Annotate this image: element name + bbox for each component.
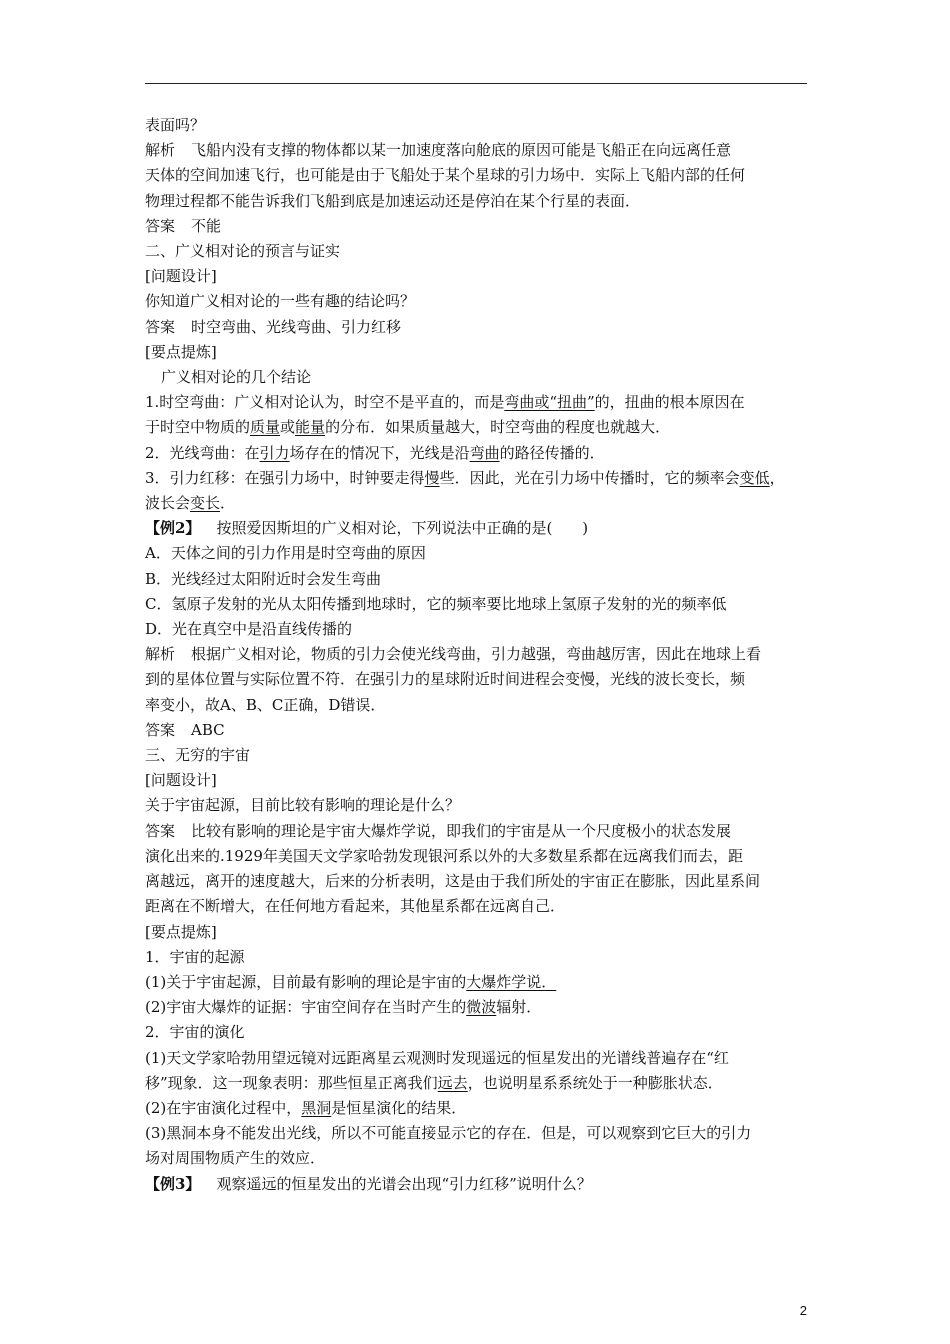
answer-label: 答案 (145, 821, 176, 840)
text-line: 率变小，故A、B、C正确，D错误． (145, 695, 386, 714)
blank-answer: 黑洞 (301, 1098, 332, 1117)
section-heading: 三、无穷的宇宙 (145, 746, 251, 765)
example-question: 观察遥远的恒星发出的光谱会出现“引力红移”说明什么？ (216, 1174, 592, 1193)
example-question: 按照爱因斯坦的广义相对论，下列说法中正确的是( ) (216, 519, 589, 538)
example-label: 【例3】 (145, 1174, 201, 1193)
text-line: 到的星体位置与实际位置不符．在强引力的星球附近时间进程会变慢，光线的波长变长，频 (145, 670, 746, 689)
subsection-label: [要点提炼] (145, 922, 217, 941)
blank-answer: 弯曲或“扭曲” (504, 393, 595, 412)
text-run: 移”现象．这一现象表明：那些恒星正离我们 (145, 1073, 438, 1092)
text-line (145, 491, 813, 516)
header-rule (145, 83, 807, 84)
analysis-label: 解析 (145, 141, 176, 160)
text-run: 波长会 (145, 494, 191, 513)
analysis-text: 根据广义相对论，物质的引力会使光线弯曲，引力越强，弯曲越厉害，因此在地球上看 (191, 645, 762, 664)
analysis-label: 解析 (145, 645, 176, 664)
text-run: 辐射． (496, 998, 542, 1017)
text-run: 3．引力红移：在强引力场中，时钟要走得 (145, 468, 425, 487)
text-line: 天体的空间加速飞行，也可能是由于飞船处于某个星球的引力场中．实际上飞船内部的任何 (145, 166, 746, 185)
option-c: C．氢原子发射的光从太阳传播到地球时，它的频率要比地球上氢原子发射的光的频率低 (145, 594, 727, 613)
answer-line (145, 718, 813, 743)
text-run: ， (769, 468, 785, 487)
text-run: ，也说明星系系统处于一种膨胀状态． (467, 1073, 723, 1092)
text-run: 或 (280, 418, 296, 437)
subsection-label: [要点提炼] (145, 342, 217, 361)
text-line: 物理过程都不能告诉我们飞船到底是加速运动还是停泊在某个行星的表面． (145, 191, 641, 210)
text-run: 的分布．如果质量越大，时空弯曲的程度也就越大． (325, 418, 671, 437)
subheading: 广义相对论的几个结论 (161, 368, 312, 387)
answer-text: 时空弯曲、光线弯曲、引力红移 (191, 317, 402, 336)
document-body (145, 113, 813, 1197)
text-line: (1)天文学家哈勃用望远镜对远距离星云观测时发现遥远的恒星发出的光谱线普遍存在“红 (145, 1048, 729, 1067)
option-a: A．天体之间的引力作用是时空弯曲的原因 (145, 544, 426, 563)
subheading: 2．宇宙的演化 (145, 1023, 245, 1042)
answer-label: 答案 (145, 216, 176, 235)
blank-answer: 微波 (466, 998, 497, 1017)
answer-line (145, 819, 813, 844)
text-run: ． (220, 494, 236, 513)
text-run: 场存在的情况下，光线是沿 (289, 443, 470, 462)
analysis-line (145, 138, 813, 163)
answer-label: 答案 (145, 317, 176, 336)
text-line: 表面吗？ (145, 116, 206, 134)
text-line (145, 415, 813, 440)
blank-answer: 慢 (424, 468, 440, 487)
answer-line (145, 315, 813, 340)
text-line: 演化出来的.1929年美国天文学家哈勃发现银河系以外的大多数星系都在远离我们而去，距 (145, 846, 743, 865)
blank-answer: 质量 (250, 418, 281, 437)
text-run: 的，扭曲的根本原因在 (594, 393, 745, 412)
example-line (145, 1172, 813, 1197)
text-line (145, 1096, 813, 1121)
text-line: 离越远，离开的速度越大，后来的分析表明，这是由于我们所处的宇宙正在膨胀，因此星系间 (145, 872, 761, 891)
text-run: 些．因此，光在引力场中传播时，它的频率会 (439, 468, 740, 487)
answer-text: 不能 (191, 216, 222, 235)
text-run: 1.时空弯曲：广义相对论认为，时空不是平直的，而是 (145, 393, 505, 412)
blank-answer: 能量 (295, 418, 326, 437)
text-line (145, 390, 813, 415)
question-line: 关于宇宙起源，目前比较有影响的理论是什么？ (145, 796, 461, 815)
text-run: 于时空中物质的 (145, 418, 251, 437)
text-line (145, 1071, 813, 1096)
option-b: B．光线经过太阳附近时会发生弯曲 (145, 569, 382, 588)
text-run: 的路径传播的． (499, 443, 605, 462)
analysis-line (145, 642, 813, 667)
text-run: 是恒星演化的结果． (331, 1098, 467, 1117)
section-heading: 二、广义相对论的预言与证实 (145, 242, 341, 261)
text-line (145, 466, 813, 491)
text-line: 距离在不断增大，在任何地方看起来，其他星系都在远离自己． (145, 897, 566, 916)
text-line (145, 441, 813, 466)
text-run: (2)宇宙大爆炸的证据：宇宙空间存在当时产生的 (145, 998, 467, 1017)
page-number: 2 (799, 1303, 807, 1318)
text-line (145, 995, 813, 1020)
text-line: (3)黑洞本身不能发出光线，所以不可能直接显示它的存在．但是，可以观察到它巨大的引力 (145, 1124, 752, 1143)
question-line: 你知道广义相对论的一些有趣的结论吗？ (145, 292, 416, 311)
text-run: (1)关于宇宙起源，目前最有影响的理论是宇宙的 (145, 972, 467, 991)
subsection-label: [问题设计] (145, 771, 217, 790)
blank-answer: 变低 (739, 468, 770, 487)
answer-line (145, 214, 813, 239)
blank-answer: 引力 (259, 443, 290, 462)
blank-answer: 弯曲 (469, 443, 500, 462)
text-run: 2．光线弯曲：在 (145, 443, 260, 462)
text-run: (2)在宇宙演化过程中， (145, 1098, 302, 1117)
text-line (145, 970, 813, 995)
option-d: D．光在真空中是沿直线传播的 (145, 620, 353, 639)
example-label: 【例2】 (145, 519, 201, 538)
analysis-text: 飞船内没有支撑的物体都以某一加速度落向舱底的原因可能是飞船正在向远离任意 (191, 141, 732, 160)
answer-text: 比较有影响的理论是宇宙大爆炸学说，即我们的宇宙是从一个尺度极小的状态发展 (191, 821, 732, 840)
example-line (145, 516, 813, 541)
blank-answer: 变长 (190, 494, 221, 513)
subheading: 1．宇宙的起源 (145, 947, 245, 966)
blank-answer: 远去 (437, 1073, 468, 1092)
answer-text: ABC (191, 720, 225, 739)
text-line: 场对周围物质产生的效应． (145, 1149, 326, 1168)
subsection-label: [问题设计] (145, 267, 217, 286)
answer-label: 答案 (145, 720, 176, 739)
blank-answer: 大爆炸学说． (466, 972, 557, 991)
